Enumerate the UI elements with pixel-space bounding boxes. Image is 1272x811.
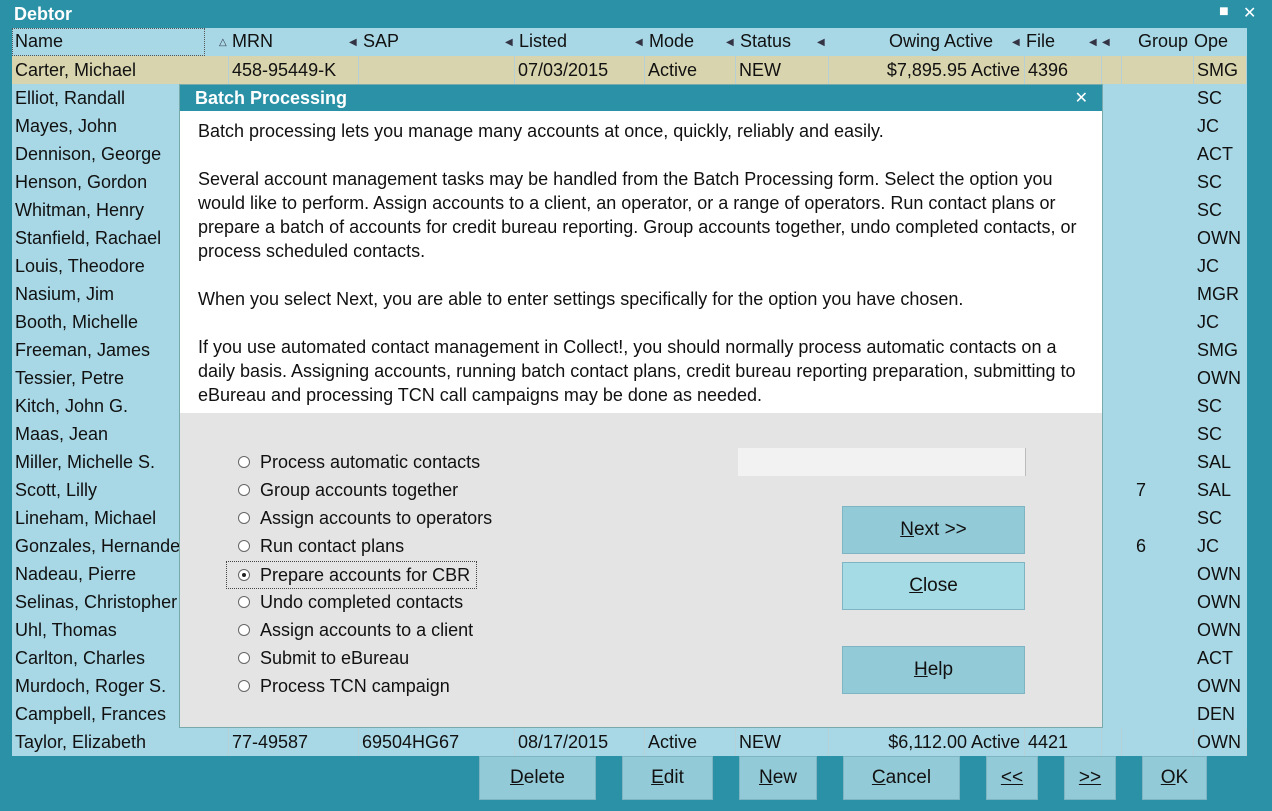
cell-group	[1122, 616, 1194, 644]
cell-group	[1122, 364, 1194, 392]
cell-ope: JC	[1197, 536, 1219, 556]
delete-button[interactable]: Delete	[479, 756, 596, 800]
edit-button[interactable]: Edit	[622, 756, 713, 800]
cell-ope: SMG	[1194, 56, 1247, 84]
option-submit-to-ebureau[interactable]	[238, 645, 409, 671]
cell-ope: OWN	[1197, 564, 1241, 584]
column-header-name[interactable]: Name	[12, 28, 205, 56]
column-header-mode[interactable]: Mode	[649, 31, 695, 51]
table-cell	[1102, 56, 1122, 84]
cell-ope: SC	[1197, 424, 1223, 444]
column-header-ope[interactable]: Ope	[1194, 31, 1229, 51]
radio-button[interactable]	[238, 512, 250, 524]
sort-arrow-icon[interactable]: ◀	[635, 37, 643, 48]
cell-mrn: 77-49587	[229, 728, 359, 756]
cell-ope: OWN	[1197, 676, 1241, 696]
ok-button[interactable]: OK	[1142, 756, 1207, 800]
cell-group	[1122, 672, 1194, 700]
option-group-accounts-together[interactable]	[238, 477, 458, 503]
cell-name: Freeman, James	[15, 340, 151, 360]
cell-mode: Active	[645, 728, 736, 756]
dialog-description	[180, 111, 1102, 413]
cell-ope: OWN	[1197, 228, 1241, 248]
cell-ope: ACT	[1197, 144, 1233, 164]
close-icon[interactable]: ✕	[1243, 5, 1257, 22]
cell-group: 7	[1136, 480, 1147, 500]
cell-file: 4396	[1025, 56, 1102, 84]
cell-owing: $6,112.00 Active	[829, 728, 1025, 756]
option-assign-accounts-to-a-client[interactable]	[238, 617, 473, 643]
cell-group	[1122, 252, 1194, 280]
cell-ope: SAL	[1197, 480, 1232, 500]
cell-name: Maas, Jean	[15, 424, 109, 444]
radio-button[interactable]	[238, 569, 250, 581]
cell-group	[1122, 700, 1194, 728]
table-cell	[1102, 728, 1122, 756]
cell-name: Stanfield, Rachael	[15, 228, 162, 248]
cell-name: Henson, Gordon	[15, 172, 148, 192]
window-titlebar	[0, 0, 1272, 28]
cell-ope: SMG	[1197, 340, 1239, 360]
cell-ope: OWN	[1197, 592, 1241, 612]
option-label: Process automatic contacts	[260, 452, 481, 472]
cell-name: Kitch, John G.	[15, 396, 129, 416]
option-prepare-accounts-for-cbr[interactable]	[226, 561, 477, 589]
cell-ope: ACT	[1197, 648, 1233, 668]
help-button[interactable]: Help	[842, 646, 1025, 694]
column-header-mrn[interactable]: MRN	[232, 31, 273, 51]
cell-group	[1122, 392, 1194, 420]
new-button[interactable]: New	[739, 756, 817, 800]
cell-ope: OWN	[1197, 620, 1241, 640]
cell-group	[1122, 140, 1194, 168]
cell-sap	[359, 56, 515, 84]
cell-name: Gonzales, Hernande	[15, 536, 181, 556]
cell-listed: 07/03/2015	[515, 56, 645, 84]
cell-ope: SC	[1197, 508, 1223, 528]
option-label: Prepare accounts for CBR	[260, 565, 471, 585]
cell-name: Miller, Michelle S.	[15, 452, 156, 472]
cell-name: Elliot, Randall	[15, 88, 126, 108]
dialog-close-icon[interactable]: ✕	[1074, 90, 1088, 107]
sort-arrow-icon[interactable]: ◀	[1102, 37, 1110, 48]
cell-group: 6	[1136, 536, 1147, 556]
cell-ope: SC	[1197, 396, 1223, 416]
cell-name: Carter, Michael	[12, 56, 229, 84]
cell-group	[1122, 336, 1194, 364]
description-paragraph: Several account management tasks may be handled from the Batch Processing form. Select the option you would like to perform. Assign accounts to a client, an operator, or a range of operators. Run contact plans or prepare a batch of accounts for credit bureau reporting. Group accounts together, undo completed contacts, or process scheduled contacts.	[198, 169, 1077, 261]
option-assign-accounts-to-operators[interactable]	[238, 505, 492, 531]
button-bar	[0, 756, 1272, 811]
radio-button[interactable]	[238, 652, 250, 664]
cell-name: Tessier, Petre	[15, 368, 125, 388]
cell-name: Whitman, Henry	[15, 200, 145, 220]
cell-name: Mayes, John	[15, 116, 118, 136]
cell-status: NEW	[736, 728, 829, 756]
batch-processing-dialog	[180, 85, 1102, 727]
cell-ope: SC	[1197, 200, 1223, 220]
cell-group	[1122, 56, 1194, 84]
cell-name: Campbell, Frances	[15, 704, 167, 724]
option-label: Assign accounts to a client	[260, 620, 474, 640]
cell-ope: OWN	[1197, 368, 1241, 388]
option-process-automatic-contacts[interactable]	[238, 449, 480, 475]
sort-ascending-icon[interactable]: △	[219, 37, 227, 48]
column-header-status[interactable]: Status	[740, 31, 792, 51]
cell-name: Carlton, Charles	[15, 648, 146, 668]
cell-name: Taylor, Elizabeth	[12, 728, 229, 756]
option-label: Process TCN campaign	[260, 676, 450, 696]
description-paragraph: Batch processing lets you manage many accounts at once, quickly, reliably and easily.	[198, 121, 884, 141]
table-row[interactable]	[12, 728, 1247, 756]
radio-button[interactable]	[238, 540, 250, 552]
cancel-button[interactable]: Cancel	[843, 756, 960, 800]
radio-button[interactable]	[238, 680, 250, 692]
cell-ope: SAL	[1197, 452, 1232, 472]
cell-ope: JC	[1197, 312, 1219, 332]
option-label: Submit to eBureau	[260, 648, 410, 668]
cell-ope: JC	[1197, 256, 1219, 276]
close-button[interactable]: Close	[842, 562, 1025, 610]
column-header-sap[interactable]: SAP	[363, 31, 400, 51]
previous-button[interactable]: <<	[986, 756, 1038, 800]
sort-arrow-icon[interactable]: ◀	[726, 37, 734, 48]
cell-sap: 69504HG67	[359, 728, 515, 756]
cell-ope: JC	[1197, 116, 1219, 136]
cell-name: Murdoch, Roger S.	[15, 676, 167, 696]
cell-group	[1122, 308, 1194, 336]
sort-arrow-icon[interactable]: ◀	[1089, 37, 1097, 48]
option-label: Undo completed contacts	[260, 592, 464, 612]
cell-group	[1122, 560, 1194, 588]
cell-owing: $7,895.95 Active	[829, 56, 1025, 84]
cell-group	[1122, 112, 1194, 140]
sort-arrow-icon[interactable]: ◀	[505, 37, 513, 48]
option-process-tcn-campaign[interactable]	[238, 673, 450, 699]
option-run-contact-plans[interactable]	[238, 533, 404, 559]
cell-group	[1122, 644, 1194, 672]
cell-group	[1122, 280, 1194, 308]
cell-group	[1122, 420, 1194, 448]
column-header-owing[interactable]: Owing Active	[889, 31, 994, 51]
cell-name: Nasium, Jim	[15, 284, 115, 304]
cell-name: Selinas, Christopher	[15, 592, 178, 612]
column-header-listed[interactable]: Listed	[519, 31, 568, 51]
grid-edge	[1247, 28, 1272, 756]
cell-group	[1122, 224, 1194, 252]
description-paragraph: When you select Next, you are able to enter settings specifically for the option you have chosen.	[198, 289, 964, 309]
cell-group	[1122, 588, 1194, 616]
cell-name: Louis, Theodore	[15, 256, 145, 276]
cell-listed: 08/17/2015	[515, 728, 645, 756]
cell-mrn: 458-95449-K	[229, 56, 359, 84]
cell-ope: OWN	[1194, 728, 1247, 756]
option-detail-field	[738, 448, 1026, 476]
option-label: Run contact plans	[260, 536, 405, 556]
radio-button[interactable]	[238, 456, 250, 468]
maximize-icon[interactable]: ■	[1219, 3, 1229, 20]
cell-ope: MGR	[1197, 284, 1239, 304]
option-label: Assign accounts to operators	[260, 508, 493, 528]
cell-name: Booth, Michelle	[15, 312, 139, 332]
cell-mode: Active	[645, 56, 736, 84]
sort-arrow-icon[interactable]: ◀	[349, 37, 357, 48]
cell-group	[1122, 84, 1194, 112]
radio-button[interactable]	[238, 596, 250, 608]
cell-name: Lineham, Michael	[15, 508, 157, 528]
next-button[interactable]: Next >>	[842, 506, 1025, 554]
cell-group	[1122, 504, 1194, 532]
cell-group	[1122, 168, 1194, 196]
dialog-titlebar	[180, 85, 1102, 111]
next-record-button[interactable]: >>	[1064, 756, 1116, 800]
radio-button[interactable]	[238, 624, 250, 636]
window-title: Debtor	[14, 4, 72, 24]
cell-group	[1122, 196, 1194, 224]
cell-group	[1122, 728, 1194, 756]
cell-file: 4421	[1025, 728, 1102, 756]
sort-arrow-icon[interactable]: ◀	[1012, 37, 1020, 48]
cell-name: Dennison, George	[15, 144, 162, 164]
column-header-file[interactable]: File	[1026, 31, 1056, 51]
table-row[interactable]	[12, 56, 1247, 84]
sort-arrow-icon[interactable]: ◀	[817, 37, 825, 48]
description-paragraph: If you use automated contact management in Collect!, you should normally process automatic contacts on a daily basis. Assigning accounts, running batch contact plans, credit bureau reporting preparation, submitting to eBureau and processing TCN call campaigns may be done as needed.	[198, 337, 1076, 405]
cell-group	[1122, 448, 1194, 476]
grid-header	[12, 28, 1247, 56]
radio-button[interactable]	[238, 484, 250, 496]
cell-ope: DEN	[1197, 704, 1236, 724]
dialog-title: Batch Processing	[195, 88, 348, 108]
cell-ope: SC	[1197, 88, 1223, 108]
cell-name: Scott, Lilly	[15, 480, 98, 500]
option-label: Group accounts together	[260, 480, 459, 500]
column-header-group[interactable]: Group	[1138, 31, 1189, 51]
cell-name: Uhl, Thomas	[15, 620, 117, 640]
option-undo-completed-contacts[interactable]	[238, 589, 463, 615]
cell-ope: SC	[1197, 172, 1223, 192]
cell-name: Nadeau, Pierre	[15, 564, 137, 584]
cell-status: NEW	[736, 56, 829, 84]
